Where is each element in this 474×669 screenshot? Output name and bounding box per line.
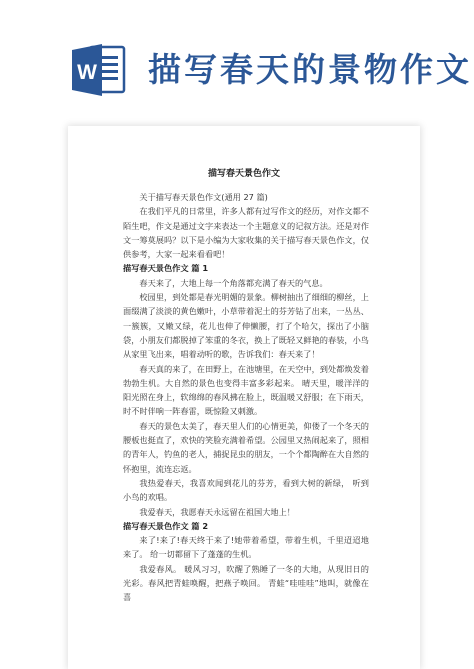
body-paragraph: 我爱春天，我愿春天永远留在祖国大地上！: [139, 506, 295, 517]
body-paragraph: 我热爱春天，我喜欢闻到花儿的芬芳，看到大树的新绿， 听到小鸟的欢唱。: [123, 477, 369, 503]
banner-title: 描写春天的景物作文: [148, 50, 472, 89]
word-logo-letter: W: [77, 61, 97, 84]
document-page: [68, 126, 420, 669]
body-paragraph: 春天来了，大地上每一个角落都充满了春天的气息。: [139, 277, 328, 288]
section-heading: 描写春天景色作文 篇 2: [123, 520, 209, 531]
body-paragraph: 春天的景色太美了，春天里人们的心情更美，仰偻了一个冬天的腰板也挺直了，欢快的笑脸充满着希望。公园里又热闹起来了，照相的青年人，钓鱼的老人，捕捉昆虫的朋友，一个个都陶醉在大自然的怀抱里，流连忘返。: [123, 420, 369, 474]
document-body: [123, 190, 369, 605]
intro-line: 关于描写春天景色作文(通用 27 篇): [139, 192, 268, 202]
word-document-icon: [70, 40, 128, 98]
document-title: 描写春天景色作文: [207, 169, 280, 179]
body-paragraph: 来了!来了!春天终于来了!她带着希望，带着生机，千里迢迢地来了。 给一切都留下了蓬蓬的生机。: [123, 535, 369, 560]
body-paragraph: 我爱春风。 暖风习习，吹醒了熟睡了一冬的大地，从现旧日的光彩。春风把青蛙唤醒，把燕子唤回。 青蛙“哇哇哇”地叫，就像在喜: [123, 563, 369, 603]
body-paragraph: 在我们平凡的日常里，许多人都有过写作文的经历，对作文都不陌生吧，作文是通过文字来表达一个主题意义的记叙方法。还是对作文一筹莫展吗？以下是小编为大家收集的关于描写春天景色作文，仅供参考，大家一起来看看吧！: [123, 206, 369, 260]
body-paragraph: 春天真的来了，在田野上，在池塘里，在天空中，到处都焕发着勃勃生机。大自然的景色也变得丰富多彩起来。 晴天里，暖洋洋的阳光照在身上，软绵绵的春风拂在脸上，既温暖又舒服；在下雨天，时不时伴响一阵春雷，既惊险又刺激。: [123, 363, 369, 417]
body-paragraph: 校园里，到处都是春光明媚的景象。柳树抽出了细细的柳丝，上面缀满了淡淡的黄色嫩叶，小草带着泥土的芬芳钻了出来，一丛丛、一簇簇，又嫩又绿，花儿也伸了伸懒腰，打了个哈欠，探出了小脑袋，小朋友们都脱掉了笨重的冬衣，换上了既轻又鲜艳的春装，小鸟从家里飞出来，唱着动听的歌，告诉我们：春天来了！: [123, 292, 369, 360]
section-heading: 描写春天景色作文 篇 1: [123, 263, 209, 274]
